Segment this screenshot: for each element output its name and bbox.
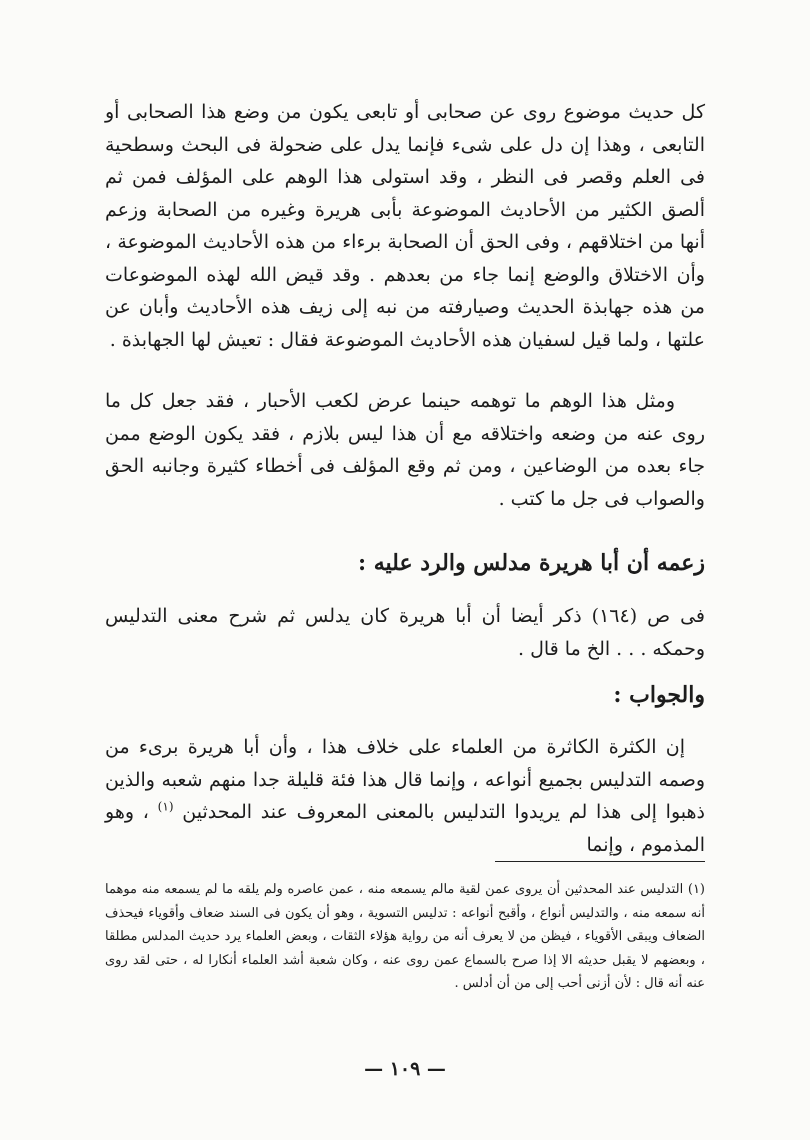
paragraph-1: كل حديث موضوع روى عن صحابى أو تابعى يكون من وضع هذا الصحابى أو التابعى ، وهذا إن دل على شىء فإنما يدل على ضحولة فى البحث وسطحية فى العلم وقصر فى النظر ، وقد استولى هذا الوهم على المؤلف فمن ثم ألصق الكثير من الأحاديث الموضوعة بأبى هريرة وغيره من الصحابة وزعم أنها من اختلاقهم ، وفى الحق أن الصحابة برءاء من هذه الأحاديث الموضوعة ، وأن الاختلاق والوضع إنما جاء من بعدهم . وقد قيض الله لهذه الموضوعات من هذه جهابذة الحديث وصيارفته من نبه إلى زيف هذه الأحاديث وأبان عن علتها ، ولما قيل لسفيان هذه الأحاديث الموضوعة فقال : تعيش لها الجهابذة . (105, 101, 705, 351)
paragraph-4-tail: ، وهو المذموم ، وإنما (105, 801, 705, 856)
page-number: — ١٠٩ — (364, 1058, 446, 1080)
section-heading-claim: زعمه أن أبا هريرة مدلس والرد عليه : (357, 550, 705, 576)
paragraph-3: فى ص (١٦٤) ذكر أيضا أن أبا هريرة كان يدلس ثم شرح معنى التدليس وحمكه . . . الخ ما قال . (105, 605, 705, 660)
section-heading-answer: والجواب : (613, 682, 705, 708)
paragraph-4-text: إن الكثرة الكاثرة من العلماء على خلاف هذا ، وأن أبا هريرة برىء من وصمه التدليس بجميع أنواعه ، وإنما قال هذا فئة قليلة جدا منهم شعبه والذين ذهبوا إلى هذا لم يريدوا التدليس بالمعنى المعروف عند المحدثين (105, 736, 705, 823)
paragraph-4 (105, 731, 705, 861)
paragraph-2: ومثل هذا الوهم ما توهمه حينما عرض لكعب الأحبار ، فقد جعل كل ما روى عنه من وضعه واختلاقه مع أن هذا ليس بلازم ، فقد يكون الوضع ممن جاء بعده من الوضاعين ، ومن ثم وقع المؤلف فى أخطاء كثيرة وجانبه الحق والصواب فى جل ما كتب . (105, 390, 705, 510)
footnote-divider (495, 861, 705, 862)
footnote: (١) التدليس عند المحدثين أن يروى عمن لقية مالم يسمعه منه ، عمن عاصره ولم يلقه ما لم يسمعه منه موهما أنه سمعه منه ، والتدليس أنواع ، وأقبح أنواعه : تدليس التسوية ، وهو أن يكون فى السند ضعاف وأقوياء فيحذف الضعاف ويبقى الأقوياء ، فيظن من لا يعرف أنه من رواية هؤلاء الثقات ، وبعض العلماء يرد حديث المدلس مطلقا ، وبعضهم لا يقبل حديثه الا إذا صرح بالسماع عمن روى عنه ، وكان شعبة أشد العلماء أنكارا له ، حتى لقد روى عنه أنه قال : لأن أزنى أحب إلى من أن أدلس . (105, 882, 705, 991)
footnote-reference: (١) (157, 799, 174, 814)
